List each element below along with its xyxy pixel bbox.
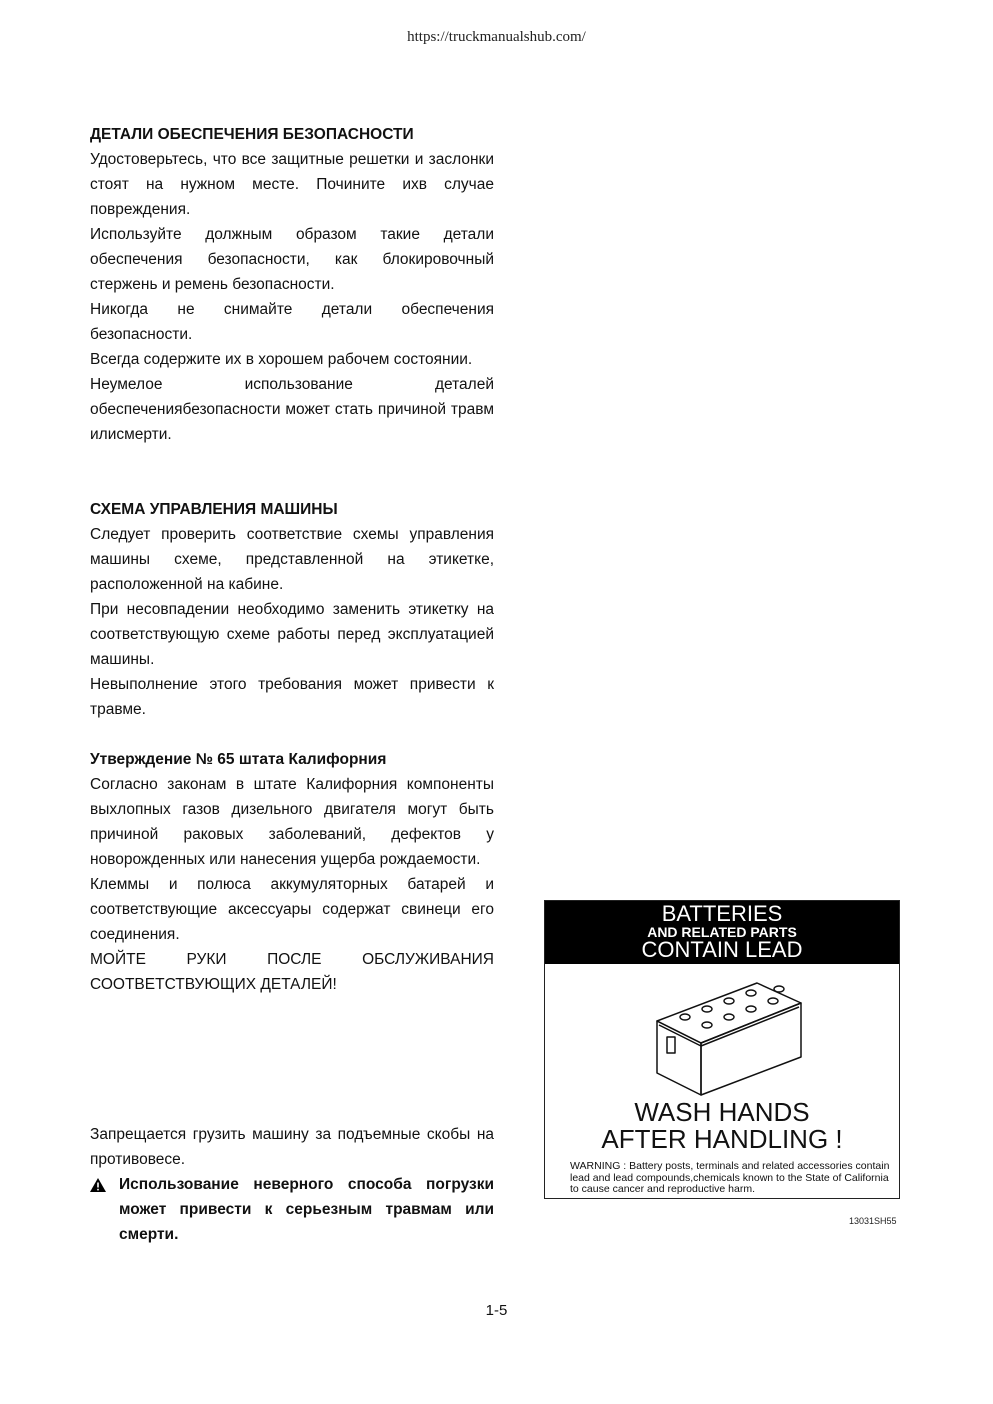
label-line-1: BATTERIES [661, 901, 783, 926]
warning-note [90, 1172, 494, 1247]
section-safety-parts [90, 122, 494, 447]
section-heading: ДЕТАЛИ ОБЕСПЕЧЕНИЯ БЕЗОПАСНОСТИ [90, 126, 414, 143]
paragraph: Невыполнение этого требования может привести к травме. [90, 676, 494, 718]
label-warning-text: WARNING : Battery posts, terminals and related accessories contain lead and lead compounds,chemicals known to the State of California to cause cancer and reproductive harm. [570, 1160, 890, 1195]
section-control-pattern [90, 497, 494, 722]
paragraph: МОЙТЕ РУКИ ПОСЛЕ ОБСЛУЖИВАНИЯ СООТВЕТСТВУЮЩИХ ДЕТАЛЕЙ! [90, 951, 494, 993]
section-heading: СХЕМА УПРАВЛЕНИЯ МАШИНЫ [90, 501, 338, 518]
battery-icon [645, 969, 805, 1097]
paragraph: Удостоверьтесь, что все защитные решетки и заслонки стоят на нужном месте. Почините ихв случае повреждения. [90, 151, 494, 218]
paragraph: При несовпадении необходимо заменить этикетку на соответствующую схеме работы перед эксплуатацией машины. [90, 601, 494, 668]
paragraph: Следует проверить соответствие схемы управления машины схеме, представленной на этикетке, расположенной на кабине. [90, 526, 494, 593]
label-line-3: CONTAIN LEAD [641, 937, 803, 962]
page-number: 1-5 [485, 1302, 508, 1319]
paragraph: Всегда содержите их в хорошем рабочем состоянии. [90, 351, 473, 368]
warning-triangle-icon [90, 1172, 119, 1247]
paragraph: Клеммы и полюса аккумуляторных батарей и соответствующие аксессуары содержат свинеци его соединения. [90, 876, 494, 943]
wash-line-1: WASH HANDS [634, 1097, 810, 1127]
section-heading: Утверждение № 65 штата Калифорния [90, 751, 387, 768]
wash-line-2: AFTER HANDLING ! [601, 1124, 843, 1154]
paragraph: Никогда не снимайте детали обеспечения безопасности. [90, 301, 494, 343]
label-line-2: AND RELATED PARTS [647, 924, 797, 940]
wash-hands-text [545, 1099, 899, 1153]
warning-text: Использование неверного способа погрузки может привести к серьезным травмам или смерти. [119, 1176, 494, 1243]
paragraph: Используйте должным образом такие детали обеспечения безопасности, как блокировочный стержень и ремень безопасности. [90, 226, 494, 293]
section-loading [90, 1122, 494, 1247]
battery-warning-label [544, 900, 900, 1199]
paragraph: Запрещается грузить машину за подъемные скобы на противовесе. [90, 1126, 494, 1168]
paragraph: Согласно законам в штате Калифорния компоненты выхлопных газов дизельного двигателя могут быть причиной раковых заболеваний, дефектов у новорожденных или нанесения ущерба рождаемости. [90, 776, 494, 868]
paragraph: Неумелое использование деталей обеспечениябезопасности может стать причиной травм илисмерти. [90, 376, 494, 443]
figure-code: 13031SH55 [849, 1216, 897, 1226]
section-california-prop65 [90, 747, 494, 997]
label-header [545, 901, 899, 964]
source-url: https://truckmanualshub.com/ [407, 29, 586, 45]
